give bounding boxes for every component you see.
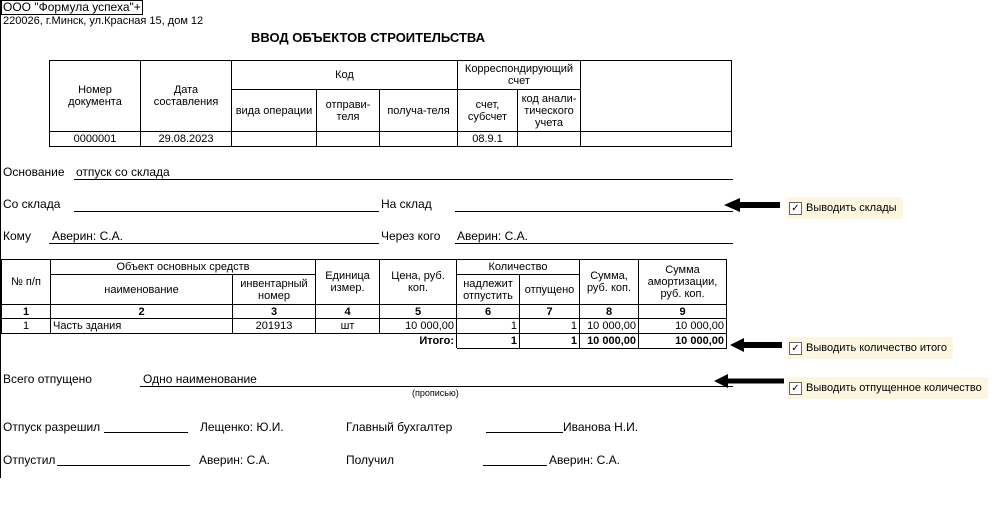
basis-value: отпуск со склада <box>76 165 170 179</box>
via-label: Через кого <box>381 229 441 243</box>
allowed-name: Лещенко: Ю.И. <box>200 420 284 434</box>
to-underline <box>49 243 379 244</box>
released-by-sign-line <box>57 465 190 466</box>
col-num: 1 <box>2 305 51 319</box>
col-num: 9 <box>639 305 727 319</box>
released-by-name: Аверин: С.А. <box>199 453 270 467</box>
account-header: счет, субсчет <box>458 90 518 132</box>
sum-header: Сумма, руб. коп. <box>580 260 639 305</box>
accountant-name: Иванова Н.И. <box>563 420 639 434</box>
arrow-left-icon <box>728 337 784 353</box>
total-row <box>2 334 727 349</box>
amort-header: Сумма амортизации, руб. коп. <box>639 260 727 305</box>
organization-address: 220026, г.Минск, ул.Красная 15, дом 12 <box>3 15 204 27</box>
accountant-sign-line <box>486 432 563 433</box>
total-amort: 10 000,00 <box>639 334 727 349</box>
total-released-underline <box>140 386 733 387</box>
account-value: 08.9.1 <box>458 132 518 147</box>
col-num: 7 <box>520 305 580 319</box>
col-num: 3 <box>233 305 316 319</box>
checkmark-icon[interactable]: ✓ <box>789 202 802 215</box>
due-header: надлежит отпустить <box>457 275 520 305</box>
arrow-left-icon <box>712 373 786 389</box>
released-header: отпущено <box>520 275 580 305</box>
via-underline <box>455 243 733 244</box>
row-released: 1 <box>520 319 580 334</box>
allowed-sign-line <box>104 432 188 433</box>
col-num: 2 <box>51 305 233 319</box>
to-label: Кому <box>3 229 32 243</box>
items-table <box>1 259 727 349</box>
row-inv: 201913 <box>233 319 316 334</box>
name-header: наименование <box>51 275 233 305</box>
price-header: Цена, руб. коп. <box>380 260 457 305</box>
header-table <box>49 60 732 147</box>
from-warehouse-label: Со склада <box>3 197 61 211</box>
show-total-qty-checkbox[interactable] <box>787 337 953 359</box>
row-name: Часть здания <box>51 319 233 334</box>
total-due: 1 <box>457 334 520 349</box>
checkmark-icon[interactable]: ✓ <box>789 382 802 395</box>
in-words-hint: (прописью) <box>412 388 459 398</box>
show-warehouses-checkbox[interactable] <box>787 197 903 219</box>
total-released-value: Одно наименование <box>143 372 257 386</box>
total-released-label: Всего отпущено <box>3 372 92 386</box>
row-sum: 10 000,00 <box>580 319 639 334</box>
show-released-qty-label: Выводить отпущенное количество <box>806 382 982 394</box>
received-sign-line <box>483 465 547 466</box>
to-warehouse-label: На склад <box>381 197 432 211</box>
via-value: Аверин: С.А. <box>457 229 528 243</box>
receiver-header: получа-теля <box>380 90 458 132</box>
num-header: № п/п <box>2 260 51 305</box>
to-value: Аверин: С.А. <box>52 229 123 243</box>
col-num: 5 <box>380 305 457 319</box>
total-label: Итого: <box>2 334 457 349</box>
sender-header: отправи-теля <box>317 90 380 132</box>
released-by-label: Отпустил <box>3 453 56 467</box>
total-sum: 10 000,00 <box>580 334 639 349</box>
date-value: 29.08.2023 <box>141 132 232 147</box>
basis-label: Основание <box>3 165 65 179</box>
inv-header: инвентарный номер <box>233 275 316 305</box>
date-header: Дата составления <box>141 61 232 132</box>
asset-header: Объект основных средств <box>51 260 316 275</box>
col-num: 6 <box>457 305 520 319</box>
row-price: 10 000,00 <box>380 319 457 334</box>
row-unit: шт <box>316 319 380 334</box>
basis-underline <box>74 179 733 180</box>
from-warehouse-line <box>74 211 379 212</box>
qty-header: Количество <box>457 260 580 275</box>
arrow-left-icon <box>722 196 782 214</box>
analytic-header: код анали-тического учета <box>518 90 581 132</box>
to-warehouse-line <box>455 211 733 212</box>
doc-number-header: Номер документа <box>50 61 141 132</box>
unit-header: Единица измер. <box>316 260 380 305</box>
show-total-qty-label: Выводить количество итого <box>806 342 947 354</box>
organization-name: ООО "Формула успеха"+ <box>3 0 141 14</box>
corr-account-header: Корреспондирующий счет <box>458 61 581 90</box>
total-released: 1 <box>520 334 580 349</box>
accountant-label: Главный бухгалтер <box>346 420 453 434</box>
document-title: ВВОД ОБЪЕКТОВ СТРОИТЕЛЬСТВА <box>251 30 486 45</box>
show-warehouses-label: Выводить склады <box>806 202 897 214</box>
checkmark-icon[interactable]: ✓ <box>789 342 802 355</box>
op-type-header: вида операции <box>232 90 317 132</box>
col-num: 8 <box>580 305 639 319</box>
show-released-qty-checkbox[interactable] <box>787 377 988 399</box>
received-label: Получил <box>346 453 394 467</box>
received-name: Аверин: С.А. <box>549 453 620 467</box>
row-num: 1 <box>2 319 51 334</box>
table-row <box>2 319 727 334</box>
page-left-border <box>0 0 1 478</box>
col-num: 4 <box>316 305 380 319</box>
row-due: 1 <box>457 319 520 334</box>
row-amort: 10 000,00 <box>639 319 727 334</box>
doc-number-value: 0000001 <box>50 132 141 147</box>
empty-header <box>581 61 732 132</box>
allowed-label: Отпуск разрешил <box>3 420 101 434</box>
code-header: Код <box>232 61 458 90</box>
